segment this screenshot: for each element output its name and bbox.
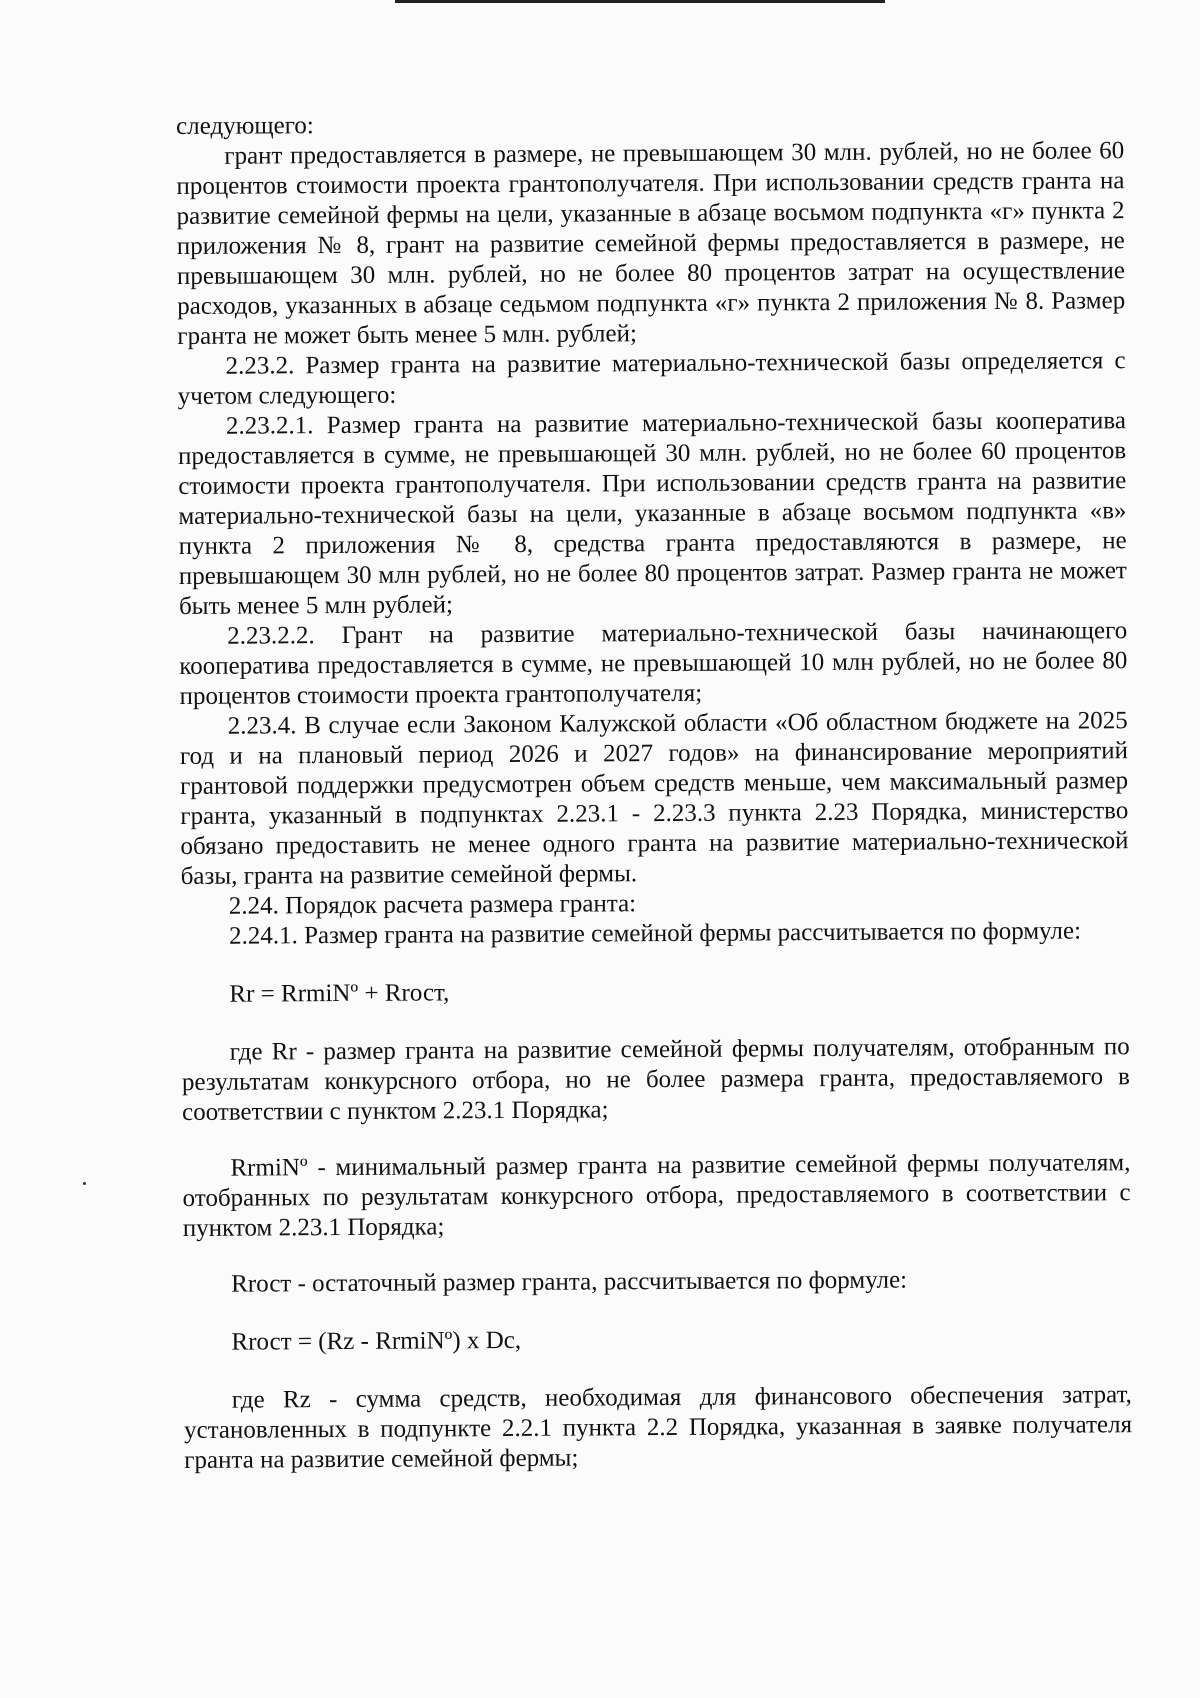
- document-body: [176, 106, 1132, 1476]
- formula-grant-remainder: Rrост = (Rz - RrmiNº) x Dc,: [231, 1326, 522, 1356]
- top-edge-mark: [395, 0, 885, 7]
- definition-rz: где Rz - сумма средств, необходимая для финансового обеспечения затрат, установленных в подпункте 2.2.1 пункта 2.2 Порядка, указанная в заявке получателя гранта на развитие семейной фермы;: [183, 1381, 1133, 1474]
- paragraph-2-24-1: 2.24.1. Размер гранта на развитие семейной фермы рассчитывается по формуле:: [228, 917, 1082, 950]
- paragraph-continuation: следующего:: [176, 112, 314, 140]
- paragraph-2-23-2-2: 2.23.2.2. Грант на развитие материально-технической базы начинающего кооператива предоставляется в сумме, не превышающей 10 млн рублей, но не более 80 процентов стоимости проекта грантополучателя;: [179, 617, 1128, 710]
- paragraph-2-23-2: 2.23.2. Размер гранта на развитие материально-технической базы определяется с учетом следующего:: [177, 347, 1126, 410]
- paragraph-family-farm-grant-size: грант предоставляется в размере, не превышающем 30 млн. рублей, но не более 60 процентов стоимости проекта грантополучателя. При использовании средств гранта на развитие семейной фермы на цели, указанные в абзаце восьмом подпункта «г» пункта 2 приложения № 8, грант на развитие семейной фермы предоставляется в размере, не превышающем 30 млн. рублей, но не более 80 процентов затрат на осуществление расходов, указанных в абзаце седьмом подпункта «г» пункта 2 приложения № 8. Размер гранта не может быть менее 5 млн. рублей;: [176, 137, 1126, 350]
- paragraph-2-23-4: 2.23.4. В случае если Законом Калужской области «Об областном бюджете на 2025 год и на плановый период 2026 и 2027 годов» на финансирование мероприятий грантовой поддержки предусмотрен объем средств меньше, чем максимальный размер гранта, указанный в подпунктах 2.23.1 - 2.23.3 пункта 2.23 Порядка, министерство обязано предоставить не менее одного гранта на развитие материально-технической базы, гранта на развитие семейной фермы.: [179, 707, 1129, 890]
- definition-rr: где Rr - размер гранта на развитие семейной фермы получателям, отобранным по результатам конкурсного отбора, но не более размера гранта, предоставляемого в соответствии с пунктом 2.23.1 Порядка;: [181, 1033, 1130, 1126]
- scan-speck: [83, 1182, 86, 1185]
- definition-rrmin: RrmiNº - минимальный размер гранта на развитие семейной фермы получателям, отобранных по результатам конкурсного отбора, предоставляемого в соответствии с пунктом 2.23.1 Порядка;: [182, 1149, 1131, 1242]
- definition-rrost: Rrост - остаточный размер гранта, рассчитывается по формуле:: [231, 1266, 908, 1298]
- paragraph-2-23-2-1: 2.23.2.1. Размер гранта на развитие материально-технической базы кооператива предоставляется в сумме, не превышающей 30 млн. рублей, но не более 60 процентов стоимости проекта грантополучателя. При использовании средств гранта на развитие материально-технической базы на цели, указанные в абзаце восьмом подпункта «в» пункта 2 приложения № 8, средства гранта предоставляются в размере, не превышающем 30 млн рублей, но не более 80 процентов затрат. Размер гранта не может быть менее 5 млн рублей;: [178, 407, 1127, 620]
- formula-grant-total: Rr = RrmiNº + Rrост,: [229, 979, 450, 1008]
- paragraph-2-24: 2.24. Порядок расчета размера гранта:: [228, 890, 637, 920]
